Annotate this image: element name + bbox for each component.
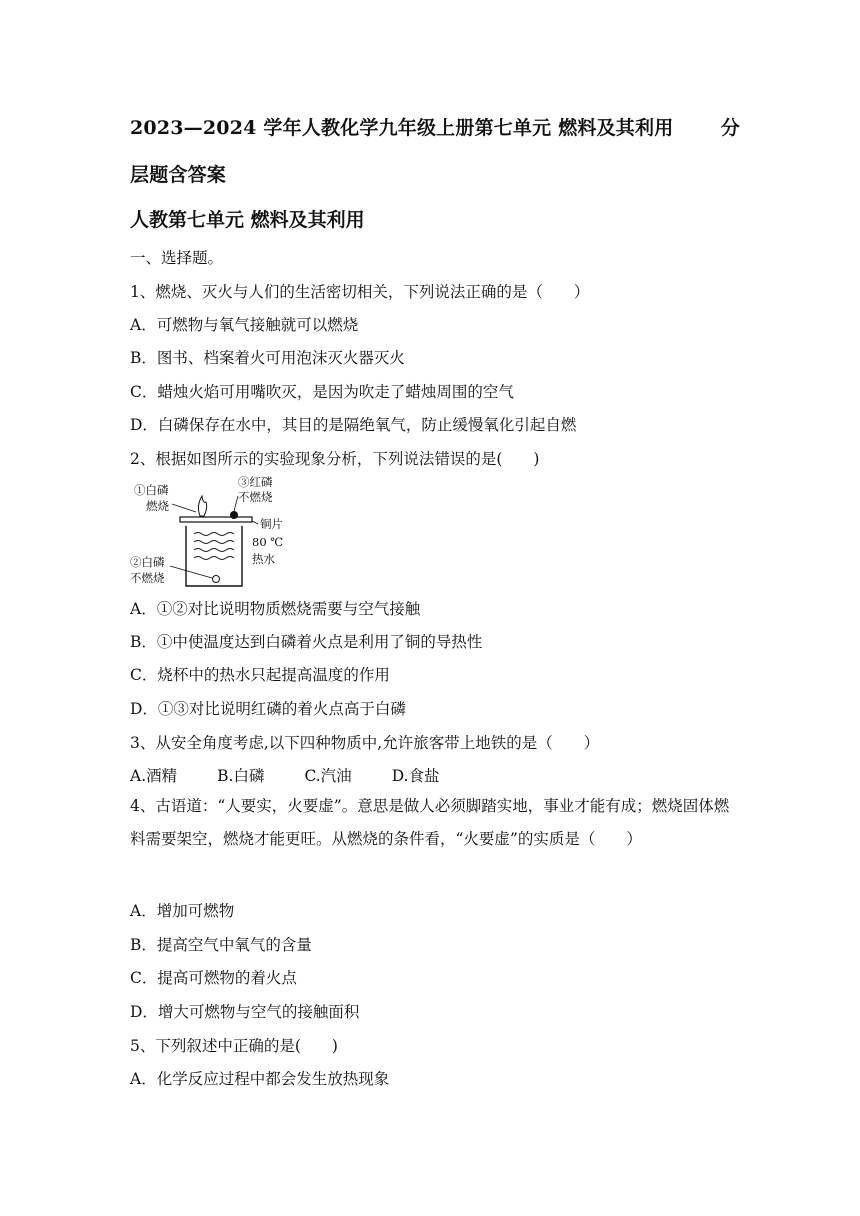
question-2-option-c: C．烧杯中的热水只起提高温度的作用: [130, 666, 390, 684]
question-4-option-b: B．提高空气中氧气的含量: [130, 936, 312, 954]
label-water: 热水: [252, 552, 275, 566]
label-temp: 80 ℃: [252, 535, 284, 549]
document-title: [130, 113, 740, 140]
label-2b: 不燃烧: [130, 571, 165, 585]
question-4-option-d: D．增大可燃物与空气的接触面积: [130, 1003, 360, 1021]
title-main: 2023—2024 学年人教化学九年级上册第七单元 燃料及其利用: [130, 117, 674, 139]
question-2-option-b: B．①中使温度达到白磷着火点是利用了铜的导热性: [130, 633, 483, 651]
question-2-stem: 2、根据如图所示的实验现象分析，下列说法错误的是( ): [130, 450, 540, 468]
copper-plate: [180, 517, 252, 522]
question-3-option-c: C.汽油: [304, 767, 352, 785]
label-1a: ①白磷: [134, 483, 169, 497]
question-2-option-a: A．①②对比说明物质燃烧需要与空气接触: [130, 600, 421, 618]
question-1-option-c: C．蜡烛火焰可用嘴吹灭，是因为吹走了蜡烛周围的空气: [130, 383, 514, 401]
label-1b: 燃烧: [146, 499, 169, 513]
title-tail: 分: [720, 117, 740, 139]
question-1-option-b: B．图书、档案着火可用泡沫灭火器灭火: [130, 349, 405, 367]
question-1-option-d: D．白磷保存在水中，其目的是隔绝氧气，防止缓慢氧化引起自燃: [130, 416, 577, 434]
hot-water-waves: [194, 533, 234, 560]
question-3-options: [130, 764, 440, 786]
question-4-option-c: C．提高可燃物的着火点: [130, 969, 297, 987]
label-2a: ②白磷: [130, 555, 165, 569]
unit-subtitle: 人教第七单元 燃料及其利用: [130, 209, 365, 231]
question-3-stem: 3、从安全角度考虑,以下四种物质中,允许旅客带上地铁的是（ ）: [130, 734, 600, 752]
question-3-option-b: B.白磷: [217, 767, 265, 785]
question-2-option-d: D．①③对比说明红磷的着火点高于白磷: [130, 700, 406, 718]
label-copper: 铜片: [260, 517, 283, 531]
question-1-stem: 1、燃烧、灭火与人们的生活密切相关，下列说法正确的是（ ）: [130, 283, 590, 301]
label-3a: ③红磷: [238, 475, 273, 489]
question-4-stem: 4、古语道：“人要实，火要虚”。意思是做人必须脚踏实地，事业才能有成；燃烧固体燃料需要架空，燃烧才能更旺。从燃烧的条件看，“火要虚”的实质是（ ）: [130, 797, 730, 848]
flame-icon: [198, 496, 206, 516]
red-phosphorus-dot: [230, 511, 238, 519]
question-1-option-a: A．可燃物与氧气接触就可以燃烧: [130, 316, 359, 334]
leader-lines: [170, 496, 258, 578]
document-title-line2: 层题含答案: [130, 164, 227, 186]
question-3-option-a: A.酒精: [130, 767, 178, 785]
question-3-option-d: D.食盐: [391, 767, 440, 785]
experiment-diagram: [130, 474, 300, 592]
section-heading: 一、选择题。: [130, 249, 224, 267]
label-3b: 不燃烧: [238, 490, 273, 504]
submerged-phosphorus: [213, 576, 220, 583]
question-4-option-a: A．增加可燃物: [130, 902, 235, 920]
question-5-stem: 5、下列叙述中正确的是( ): [130, 1037, 338, 1055]
question-5-option-a: A．化学反应过程中都会发生放热现象: [130, 1070, 390, 1088]
